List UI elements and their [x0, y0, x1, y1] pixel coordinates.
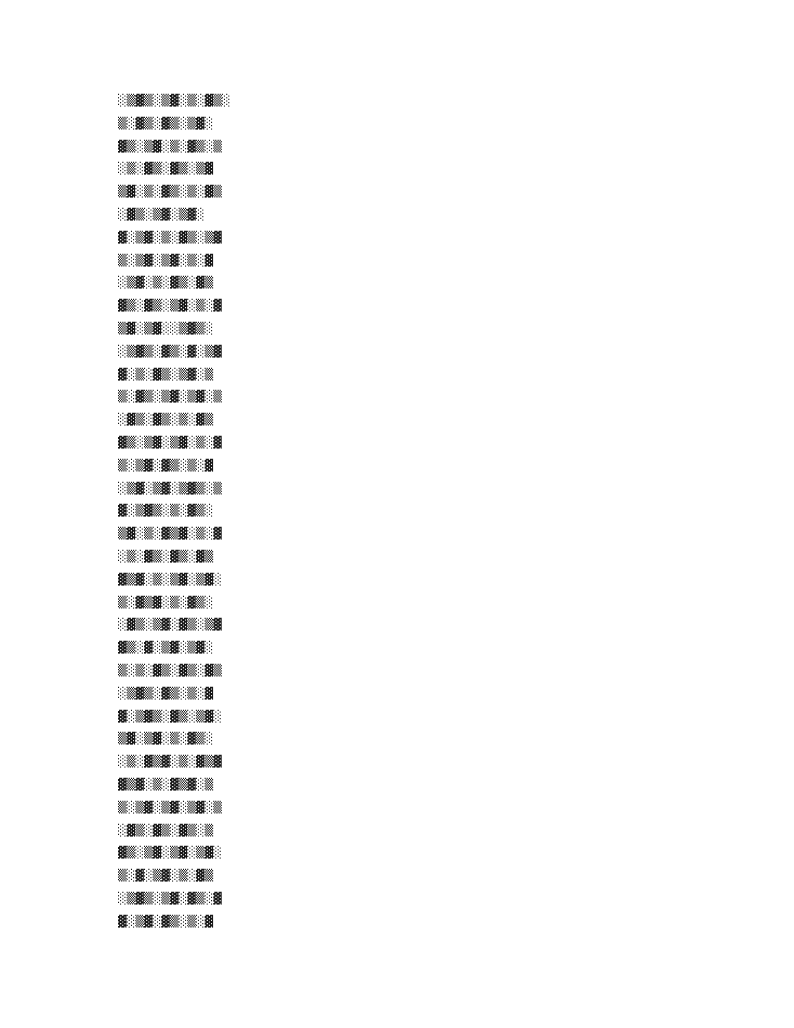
text-line: ░▓▒░▓▒░▓▒░▒ [118, 823, 214, 837]
text-line: ░▒▓▒░▓▒░▓░▒▓ [118, 344, 222, 358]
text-line: ▓▒░▒▓░▒░▓▒░▒ [118, 139, 222, 153]
text-line: ░▒▓▒░▓▒░▒░▓ [118, 686, 214, 700]
text-line: ▒░▓▒░▓▒░▒▓░ [118, 116, 214, 130]
text-line: ▒░▓▒▓░▒░▓▒░ [118, 595, 214, 609]
text-line: ░▓▒░▒▓░▓▒░▒▓ [118, 618, 222, 632]
text-line: ░▓▒░▓▒░▒░▓▒ [118, 413, 214, 427]
text-line: ▒▓░▒▓░▒░▓▒░ [118, 732, 214, 746]
text-line: ▓▒░▒▓░▒▓░▒▓░ [118, 846, 222, 860]
text-line: ░▒░▓▒░▓▒░▒▓ [118, 162, 214, 176]
text-line: ▓▒▓░▒░▓▒▓░▒ [118, 777, 214, 791]
text-line: ░▓▒░▒▓░▒▓░ [118, 207, 205, 221]
text-line: ▒▓░▒▓░░▒▓▒░ [118, 321, 214, 335]
text-line: ▒░▓▒░▒▓░▒▓░▒ [118, 390, 222, 404]
text-line: ░▒▓▒░▒▓░▓▒░▓ [118, 891, 222, 905]
text-line: ▒▓░▒░▓▒▓░▒░▓ [118, 527, 222, 541]
text-line: ░▒░▓▒░▓▒░▓▒ [118, 549, 214, 563]
text-line: ░▒▓▒░▒▓░▒░▓▒░ [118, 94, 231, 107]
document-body [118, 90, 674, 950]
text-line: ▒░▒▓░▒▓░▒░▓ [118, 253, 214, 267]
text-line: ▓░▒░▓▒░▒▓░▒ [118, 367, 214, 381]
text-line: ▒▓░▒░▓▒░▒░▓▒ [118, 185, 222, 199]
text-line: ░▒░▓▒▓░▒░▓▒▓ [118, 755, 222, 769]
text-line: ▒░▒▓░▒▓░▒▓░▒ [118, 800, 222, 814]
text-line: ▒░▒▓░▓▒░▒░▓ [118, 458, 214, 472]
text-line: ▓░▒▓░▓▒░▒░▓ [118, 914, 214, 928]
text-line: ▓░▒▓▒░▓▒░▒▓░ [118, 709, 222, 723]
text-line: ▓▒░▓▒░▒▓░▒░▓ [118, 299, 222, 313]
text-line: ▓▒▓░▒░▒▓░▒▓░ [118, 572, 222, 586]
text-line: ▓░▒▓▒░▒░▓▒░ [118, 504, 214, 518]
text-line: ▒░▒░▓▒░▓▒░▓▒ [118, 663, 222, 677]
text-line: ░▒▓░▒░▓▒░▓▒ [118, 276, 214, 290]
text-line: ▓▒░▒▓░▒▓░▒░▓ [118, 435, 222, 449]
text-line: ▒░▓░▒▓░▒░▓▒ [118, 869, 214, 883]
text-line: ▓▒░▓░▒▓░▒▓░ [118, 641, 214, 655]
text-line: ▓░▒▓░▒░▓▒░▒▓ [118, 230, 222, 244]
text-line: ░▒▓░▒▓░▒▓▒░▒ [118, 481, 222, 495]
